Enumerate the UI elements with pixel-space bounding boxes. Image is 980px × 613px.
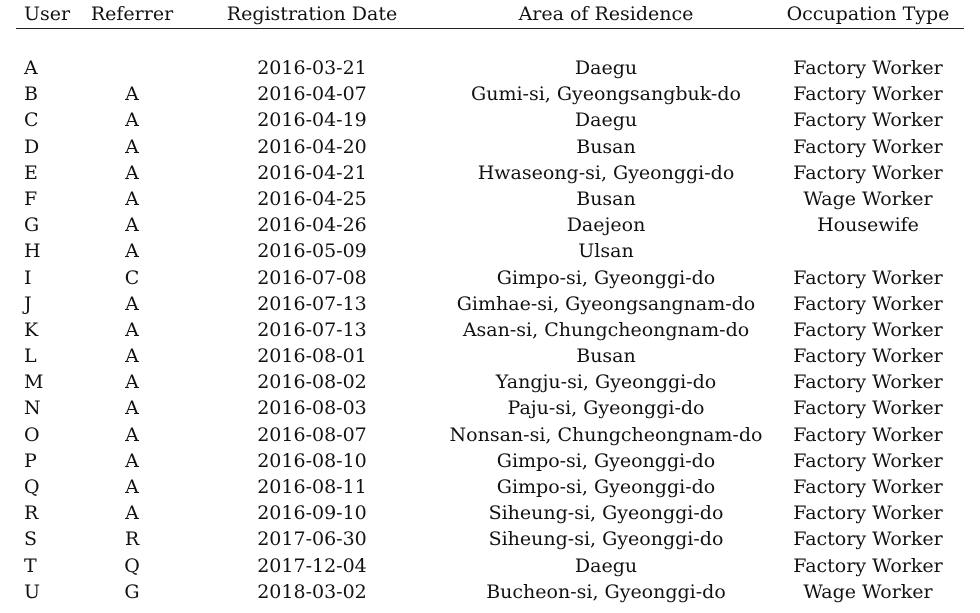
cell-referrer: A [125,371,139,394]
cell-registration-date: 2016-08-03 [257,397,367,420]
cell-occupation-type: Housewife [817,214,919,237]
cell-registration-date: 2016-08-07 [257,423,367,446]
cell-area-of-residence: Busan [576,187,636,210]
cell-user: N [24,397,41,420]
cell-user: C [24,109,39,132]
cell-registration-date: 2017-06-30 [257,528,367,551]
table-row [0,343,980,369]
table-body [0,55,980,605]
cell-user: D [24,135,40,158]
cell-referrer: A [125,135,139,158]
cell-area-of-residence: Busan [576,345,636,368]
cell-occupation-type: Factory Worker [793,397,943,420]
cell-occupation-type: Factory Worker [793,371,943,394]
cell-area-of-residence: Gimhae-si, Gyeongsangnam-do [456,292,756,315]
table-row [0,212,980,238]
cell-occupation-type: Wage Worker [803,187,933,210]
cell-area-of-residence: Ulsan [578,240,634,263]
cell-referrer: A [125,318,139,341]
table-row [0,265,980,291]
cell-referrer: A [125,83,139,106]
cell-registration-date: 2016-05-09 [257,240,367,263]
cell-user: U [24,580,41,603]
table-row [0,422,980,448]
table-row [0,160,980,186]
table-row [0,553,980,579]
cell-area-of-residence: Gumi-si, Gyeongsangbuk-do [471,83,741,106]
cell-occupation-type: Factory Worker [793,266,943,289]
cell-occupation-type: Factory Worker [793,292,943,315]
cell-referrer: A [125,423,139,446]
cell-occupation-type: Factory Worker [793,135,943,158]
header-rule [16,28,964,29]
cell-area-of-residence: Asan-si, Chungcheongnam-do [462,318,750,341]
cell-area-of-residence: Nonsan-si, Chungcheongnam-do [449,423,763,446]
cell-user: R [24,502,39,525]
cell-referrer: A [125,214,139,237]
cell-area-of-residence: Yangju-si, Gyeonggi-do [495,371,717,394]
cell-occupation-type: Factory Worker [793,318,943,341]
cell-user: H [24,240,41,263]
cell-user: J [24,292,32,315]
table-row [0,107,980,133]
cell-area-of-residence: Gimpo-si, Gyeonggi-do [496,449,716,472]
cell-referrer: A [125,502,139,525]
cell-user: I [24,266,32,289]
cell-registration-date: 2016-04-20 [257,135,367,158]
table-row [0,369,980,395]
table-row [0,317,980,343]
cell-referrer: R [124,528,140,551]
cell-registration-date: 2016-08-02 [257,371,367,394]
cell-user: Q [24,476,40,498]
cell-occupation-type: Factory Worker [793,423,943,446]
cell-occupation-type: Wage Worker [803,580,933,603]
cell-occupation-type: Factory Worker [793,345,943,368]
table-row [0,500,980,526]
cell-referrer: A [125,476,139,498]
cell-occupation-type: Factory Worker [793,449,943,472]
cell-user: S [24,528,38,551]
cell-occupation-type: Factory Worker [793,476,943,498]
cell-area-of-residence: Daegu [574,57,638,79]
cell-area-of-residence: Siheung-si, Gyeonggi-do [488,502,724,525]
cell-referrer: A [125,449,139,472]
cell-user: G [24,214,40,237]
cell-area-of-residence: Gimpo-si, Gyeonggi-do [496,266,716,289]
cell-occupation-type: Factory Worker [793,502,943,525]
cell-occupation-type: Factory Worker [793,161,943,184]
cell-occupation-type: Factory Worker [793,57,943,79]
column-header-referrer: Referrer [90,3,174,25]
cell-user: K [24,318,39,341]
cell-registration-date: 2016-04-21 [257,161,367,184]
table-row [0,134,980,160]
cell-registration-date: 2016-04-25 [257,187,367,210]
column-header-user: User [24,3,71,25]
cell-registration-date: 2016-07-13 [257,318,367,341]
cell-registration-date: 2016-04-07 [257,83,367,106]
cell-registration-date: 2016-08-01 [257,345,367,368]
cell-referrer: A [125,109,139,132]
table-row [0,55,980,81]
cell-referrer: A [125,187,139,210]
cell-occupation-type: Factory Worker [793,528,943,551]
cell-user: P [24,449,37,472]
cell-area-of-residence: Daejeon [566,214,646,237]
table-header [0,0,980,28]
table-row [0,238,980,264]
cell-user: F [24,187,38,210]
table-row [0,81,980,107]
cell-registration-date: 2016-08-10 [257,449,367,472]
cell-registration-date: 2017-12-04 [257,554,367,577]
column-header-area-of-residence: Area of Residence [518,3,694,25]
cell-occupation-type: Factory Worker [793,554,943,577]
cell-user: T [24,554,37,577]
table-row [0,186,980,212]
column-header-occupation-type: Occupation Type [786,3,950,25]
cell-user: A [24,57,38,79]
cell-registration-date: 2016-04-19 [257,109,367,132]
cell-registration-date: 2018-03-02 [257,580,367,603]
cell-area-of-residence: Daegu [574,109,638,132]
cell-user: L [24,345,37,368]
cell-referrer: Q [124,554,140,577]
cell-referrer: G [124,580,140,603]
cell-occupation-type: Factory Worker [793,83,943,106]
cell-registration-date: 2016-09-10 [257,502,367,525]
cell-referrer: A [125,240,139,263]
cell-area-of-residence: Paju-si, Gyeonggi-do [507,397,705,420]
table-row [0,526,980,552]
cell-occupation-type: Factory Worker [793,109,943,132]
cell-area-of-residence: Siheung-si, Gyeonggi-do [488,528,724,551]
cell-referrer: A [125,292,139,315]
cell-referrer: C [124,266,140,289]
cell-user: B [24,83,38,106]
cell-area-of-residence: Gimpo-si, Gyeonggi-do [496,476,716,498]
cell-area-of-residence: Busan [576,135,636,158]
cell-area-of-residence: Hwaseong-si, Gyeonggi-do [477,161,735,184]
table-row [0,448,980,474]
cell-registration-date: 2016-07-13 [257,292,367,315]
cell-registration-date: 2016-04-26 [257,214,367,237]
cell-area-of-residence: Daegu [574,554,638,577]
cell-referrer: A [125,397,139,420]
cell-area-of-residence: Bucheon-si, Gyeonggi-do [486,580,726,603]
cell-user: M [24,371,44,394]
table-row [0,291,980,317]
table-row [0,579,980,605]
cell-user: O [24,423,40,446]
table-row [0,395,980,421]
cell-registration-date: 2016-07-08 [257,266,367,289]
column-header-registration-date: Registration Date [226,3,398,25]
table-row [0,474,980,500]
cell-referrer: A [125,345,139,368]
cell-registration-date: 2016-03-21 [257,57,367,79]
cell-registration-date: 2016-08-11 [257,476,367,498]
cell-user: E [24,161,38,184]
cell-referrer: A [125,161,139,184]
